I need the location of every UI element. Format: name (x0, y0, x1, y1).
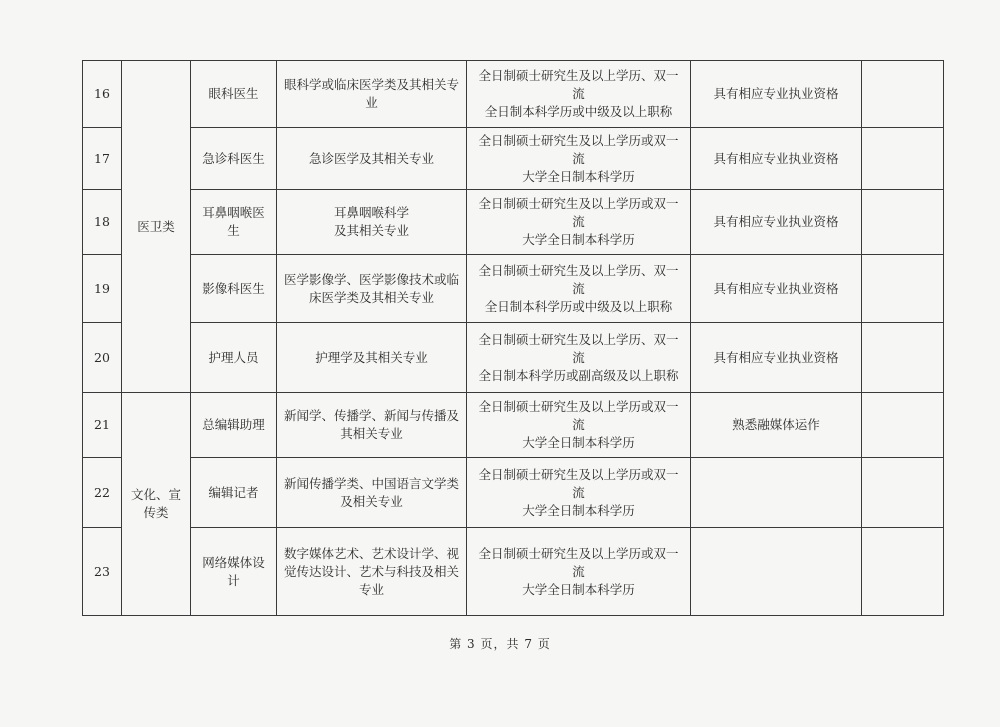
education-cell: 全日制硕士研究生及以上学历或双一流 大学全日制本科学历 (467, 528, 691, 616)
remark-cell (862, 393, 944, 458)
table-row (83, 255, 944, 323)
table-row (83, 528, 944, 616)
position-cell: 总编辑助理 (191, 393, 277, 458)
major-cell: 急诊医学及其相关专业 (277, 128, 467, 190)
row-number: 21 (83, 393, 122, 458)
education-cell: 全日制硕士研究生及以上学历、双一流 全日制本科学历或中级及以上职称 (467, 255, 691, 323)
row-number: 20 (83, 323, 122, 393)
table-row (83, 393, 944, 458)
major-cell: 护理学及其相关专业 (277, 323, 467, 393)
category-cell: 文化、宣 传类 (122, 393, 191, 616)
major-cell: 数字媒体艺术、艺术设计学、视 觉传达设计、艺术与科技及相关 专业 (277, 528, 467, 616)
recruitment-table (82, 60, 944, 616)
position-cell: 急诊科医生 (191, 128, 277, 190)
category-cell: 医卫类 (122, 61, 191, 393)
remark-cell (862, 61, 944, 128)
table-row (83, 128, 944, 190)
remark-cell (862, 128, 944, 190)
other-requirement-cell: 熟悉融媒体运作 (691, 393, 862, 458)
row-number: 18 (83, 190, 122, 255)
position-cell: 网络媒体设计 (191, 528, 277, 616)
other-requirement-cell: 具有相应专业执业资格 (691, 128, 862, 190)
position-cell: 护理人员 (191, 323, 277, 393)
other-requirement-cell (691, 458, 862, 528)
table-row (83, 458, 944, 528)
remark-cell (862, 190, 944, 255)
major-cell: 新闻传播学类、中国语言文学类 及相关专业 (277, 458, 467, 528)
major-cell: 新闻学、传播学、新闻与传播及 其相关专业 (277, 393, 467, 458)
table-row (83, 323, 944, 393)
other-requirement-cell: 具有相应专业执业资格 (691, 323, 862, 393)
major-cell: 医学影像学、医学影像技术或临 床医学类及其相关专业 (277, 255, 467, 323)
remark-cell (862, 255, 944, 323)
education-cell: 全日制硕士研究生及以上学历或双一流 大学全日制本科学历 (467, 190, 691, 255)
remark-cell (862, 458, 944, 528)
remark-cell (862, 323, 944, 393)
position-cell: 编辑记者 (191, 458, 277, 528)
row-number: 19 (83, 255, 122, 323)
other-requirement-cell: 具有相应专业执业资格 (691, 190, 862, 255)
page-number-footer: 第 3 页，共 7 页 (449, 637, 551, 651)
education-cell: 全日制硕士研究生及以上学历、双一流 全日制本科学历或副高级及以上职称 (467, 323, 691, 393)
position-cell: 耳鼻咽喉医生 (191, 190, 277, 255)
position-cell: 影像科医生 (191, 255, 277, 323)
major-cell: 耳鼻咽喉科学 及其相关专业 (277, 190, 467, 255)
table-row (83, 190, 944, 255)
remark-cell (862, 528, 944, 616)
education-cell: 全日制硕士研究生及以上学历、双一流 全日制本科学历或中级及以上职称 (467, 61, 691, 128)
other-requirement-cell: 具有相应专业执业资格 (691, 255, 862, 323)
row-number: 16 (83, 61, 122, 128)
table-row (83, 61, 944, 128)
position-cell: 眼科医生 (191, 61, 277, 128)
education-cell: 全日制硕士研究生及以上学历或双一流 大学全日制本科学历 (467, 128, 691, 190)
row-number: 17 (83, 128, 122, 190)
row-number: 23 (83, 528, 122, 616)
row-number: 22 (83, 458, 122, 528)
major-cell: 眼科学或临床医学类及其相关专业 (277, 61, 467, 128)
other-requirement-cell: 具有相应专业执业资格 (691, 61, 862, 128)
education-cell: 全日制硕士研究生及以上学历或双一流 大学全日制本科学历 (467, 458, 691, 528)
education-cell: 全日制硕士研究生及以上学历或双一流 大学全日制本科学历 (467, 393, 691, 458)
other-requirement-cell (691, 528, 862, 616)
